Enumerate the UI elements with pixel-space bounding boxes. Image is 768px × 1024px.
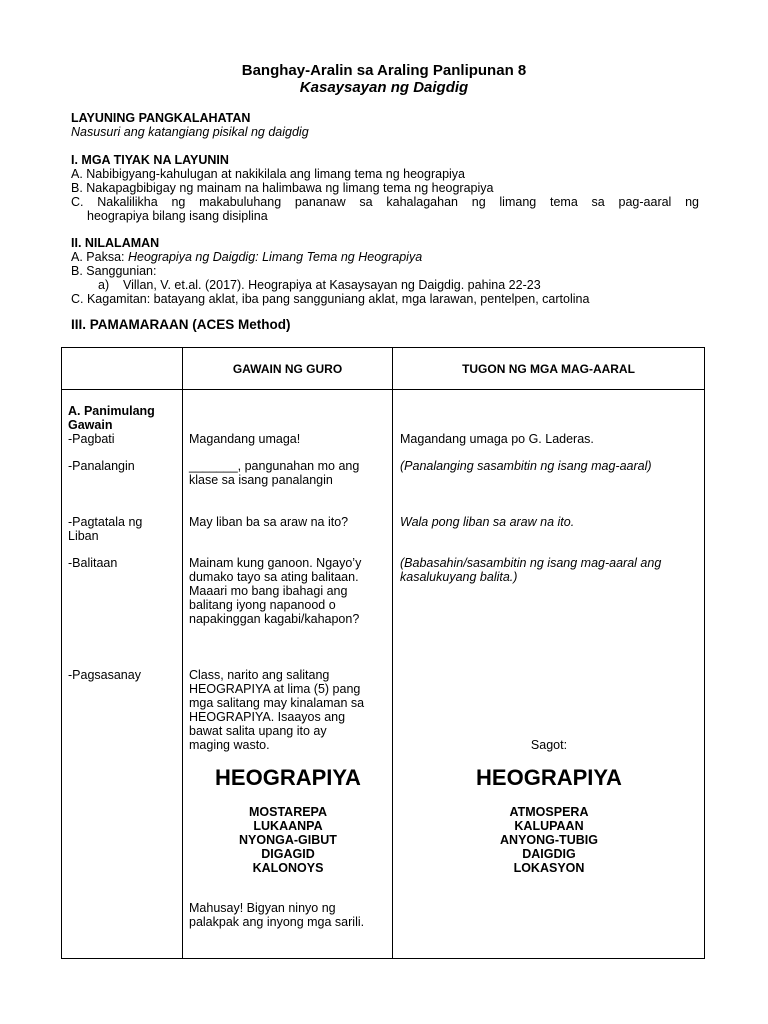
student-greeting: Magandang umaga po G. Laderas. bbox=[400, 432, 594, 446]
scrambled-word: NYONGA-GIBUT bbox=[239, 833, 337, 847]
table-header-row bbox=[62, 348, 705, 390]
text-line: Mainam kung ganoon. Ngayo’y bbox=[189, 556, 362, 570]
materials-line: C. Kagamitan: batayang aklat, iba pang sangguniang aklat, mga larawan, pentelpen, cartolina bbox=[71, 292, 590, 306]
answer-word: DAIGDIG bbox=[522, 847, 576, 861]
answer-word: LOKASYON bbox=[513, 861, 585, 875]
teacher-news bbox=[189, 556, 361, 626]
text-line: Class, narito ang salitang bbox=[189, 668, 330, 682]
text-line: _______, pangunahan mo ang bbox=[189, 459, 360, 473]
section-title-line: Gawain bbox=[68, 418, 113, 432]
table-header-student: TUGON NG MGA MAG-AARAL bbox=[393, 348, 705, 390]
topic-label: A. Paksa: bbox=[71, 250, 128, 264]
objective-item: B. Nakapagbibigay ng mainam na halimbawa ng limang tema ng heograpiya bbox=[71, 181, 494, 195]
text-line: HEOGRAPIYA. Isaayos ang bbox=[189, 710, 346, 724]
table-header-empty bbox=[62, 348, 183, 390]
label-balitaan: -Balitaan bbox=[68, 556, 118, 570]
label-line: Liban bbox=[68, 529, 99, 543]
label-pagbati: -Pagbati bbox=[68, 432, 115, 446]
student-column bbox=[393, 390, 705, 959]
text-line: HEOGRAPIYA at lima (5) pang bbox=[189, 682, 361, 696]
content-section bbox=[71, 236, 699, 306]
text-line: maging wasto. bbox=[189, 738, 270, 752]
label-pagsasanay: -Pagsasanay bbox=[68, 668, 141, 682]
topic-text: Heograpiya ng Daigdig: Limang Tema ng Heograpiya bbox=[127, 250, 423, 264]
reference-item: a) Villan, V. et.al. (2017). Heograpiya at Kasaysayan ng Daigdig. pahina 22-23 bbox=[98, 278, 541, 292]
label-panalangin: -Panalangin bbox=[68, 459, 135, 473]
specific-objectives-heading: I. MGA TIYAK NA LAYUNIN bbox=[71, 153, 229, 167]
text-line: kasalukuyang balita.) bbox=[400, 570, 518, 584]
general-objective-text: Nasusuri ang katangiang pisikal ng daigdig bbox=[71, 125, 309, 139]
teacher-closing bbox=[189, 901, 364, 929]
table-header-teacher: GAWAIN NG GURO bbox=[183, 348, 393, 390]
answer-label: Sagot: bbox=[530, 738, 568, 752]
text-line: bawat salita upang ito ay bbox=[189, 724, 327, 738]
document-subtitle: Kasaysayan ng Daigdig bbox=[299, 79, 469, 96]
section-title-line: A. Panimulang bbox=[68, 404, 155, 418]
student-prayer: (Panalanging sasambitin ng isang mag-aaral) bbox=[400, 459, 652, 473]
teacher-attendance: May liban ba sa araw na ito? bbox=[189, 515, 349, 529]
student-big-word: HEOGRAPIYA bbox=[476, 765, 622, 790]
procedure-table bbox=[61, 347, 705, 959]
answer-words-list bbox=[393, 805, 705, 875]
text-line: balitang iyong napanood o bbox=[189, 598, 336, 612]
teacher-prayer bbox=[189, 459, 359, 487]
scrambled-word: KALONOYS bbox=[252, 861, 324, 875]
scrambled-words-list bbox=[183, 805, 393, 875]
scrambled-word: MOSTAREPA bbox=[248, 805, 327, 819]
teacher-column bbox=[183, 390, 393, 959]
text-line: Maaari mo bang ibahagi ang bbox=[189, 584, 348, 598]
text-line: napakinggan kagabi/kahapon? bbox=[189, 612, 360, 626]
objective-item: A. Nabibigyang-kahulugan at nakikilala ang limang tema ng heograpiya bbox=[71, 167, 466, 181]
answer-word: ANYONG-TUBIG bbox=[500, 833, 598, 847]
procedure-heading: III. PAMAMARAAN (ACES Method) bbox=[71, 317, 291, 332]
text-line: palakpak ang inyong mga sarili. bbox=[189, 915, 365, 929]
general-objective-heading: LAYUNING PANGKALAHATAN bbox=[71, 111, 251, 125]
text-line: mga salitang may kinalaman sa bbox=[189, 696, 365, 710]
student-attendance: Wala pong liban sa araw na ito. bbox=[400, 515, 575, 529]
general-objective-section bbox=[71, 111, 699, 139]
document-title: Banghay-Aralin sa Araling Panlipunan 8 bbox=[241, 62, 527, 79]
answer-word: KALUPAAN bbox=[514, 819, 584, 833]
text-line: (Babasahin/sasambitin ng isang mag-aaral ang bbox=[400, 556, 662, 570]
activity-label-column bbox=[62, 390, 183, 959]
answer-word: ATMOSPERA bbox=[509, 805, 589, 819]
teacher-big-word: HEOGRAPIYA bbox=[215, 765, 361, 790]
objective-item: C. Nakalilikha ng makabuluhang pananaw sa kahalagahan ng limang tema sa pag-aaral ng bbox=[71, 195, 699, 209]
scrambled-word: LUKAANPA bbox=[253, 819, 323, 833]
teacher-drill bbox=[189, 668, 364, 752]
text-line: klase sa isang panalangin bbox=[189, 473, 333, 487]
label-pagtatala bbox=[68, 515, 142, 543]
references-label: B. Sanggunian: bbox=[71, 264, 157, 278]
scrambled-word: DIGAGID bbox=[261, 847, 315, 861]
text-line: dumako tayo sa ating balitaan. bbox=[189, 570, 359, 584]
teacher-greeting: Magandang umaga! bbox=[189, 432, 301, 446]
student-news bbox=[400, 556, 661, 584]
topic-line bbox=[71, 250, 699, 264]
text-line: Mahusay! Bigyan ninyo ng bbox=[189, 901, 336, 915]
section-title bbox=[68, 404, 155, 432]
label-line: -Pagtatala ng bbox=[68, 515, 143, 529]
specific-objectives-section bbox=[71, 153, 699, 223]
table-row bbox=[62, 390, 705, 959]
objective-item-continuation: heograpiya bilang isang disiplina bbox=[87, 209, 268, 223]
content-heading: II. NILALAMAN bbox=[71, 236, 160, 250]
